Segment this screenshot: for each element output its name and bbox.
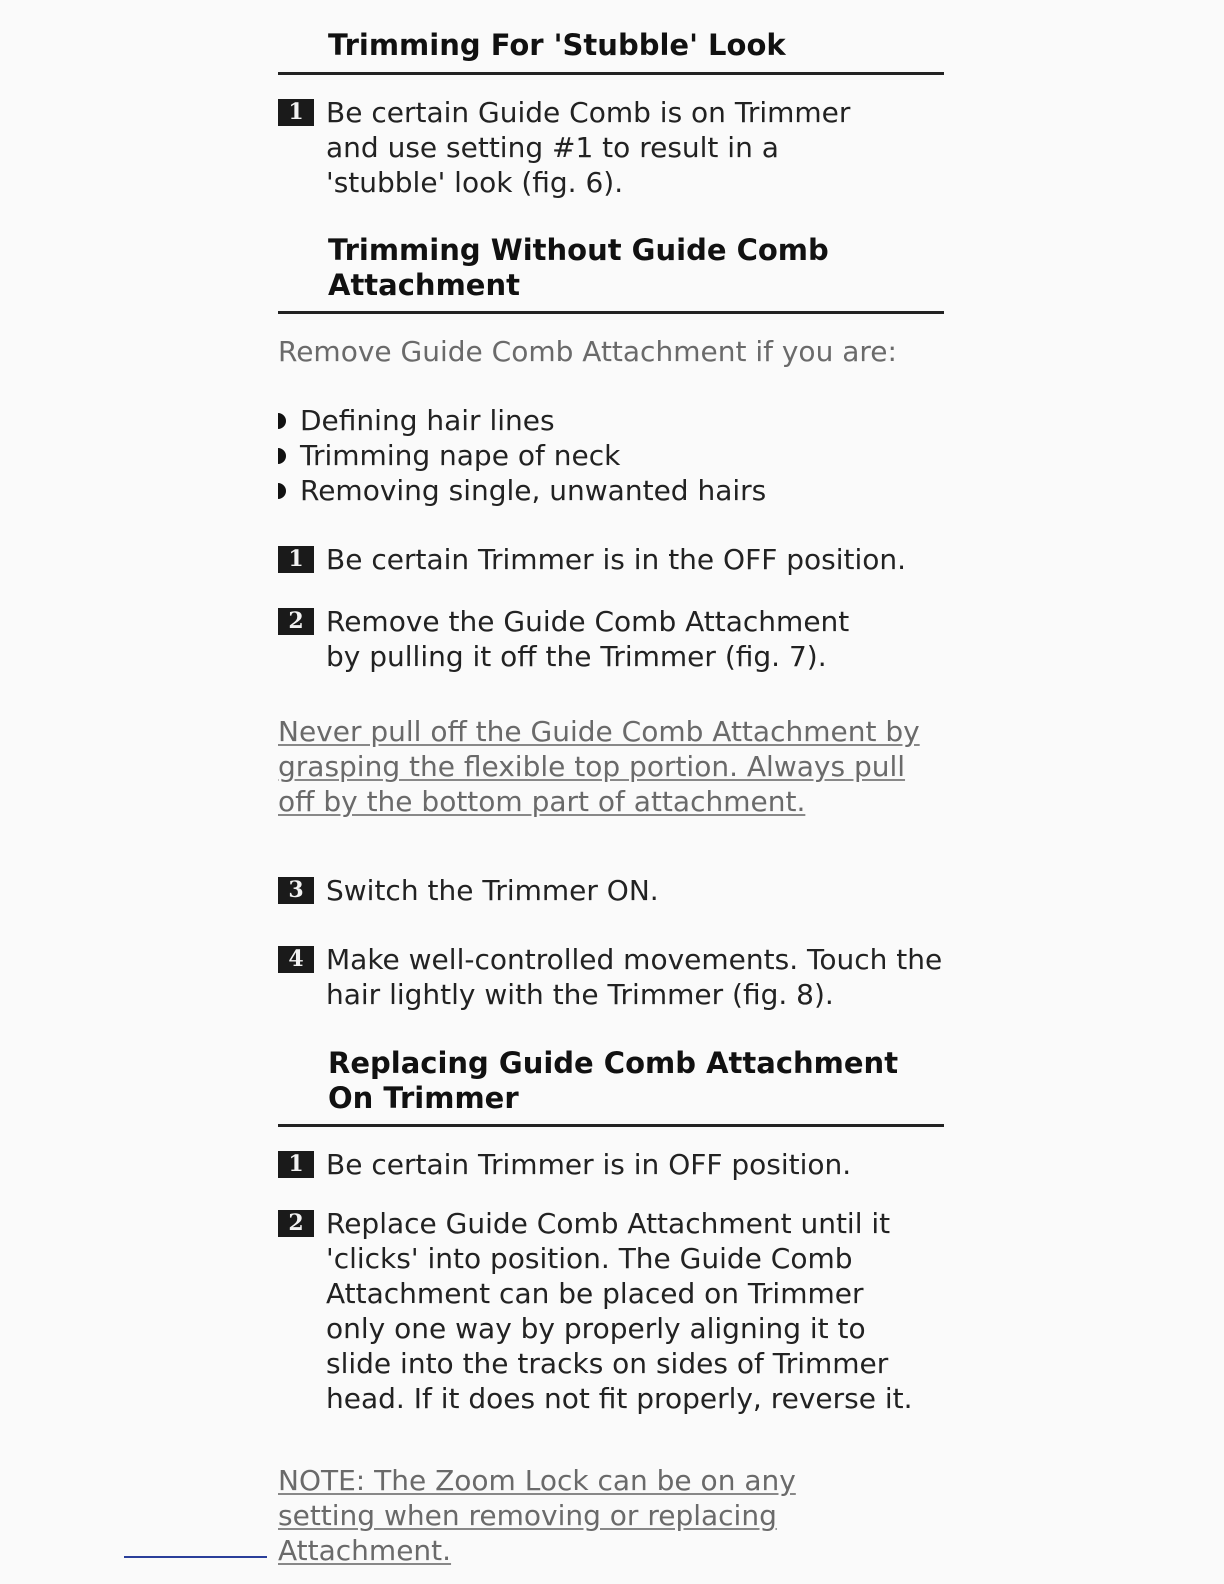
- step-number: 1: [278, 99, 314, 126]
- warning-text: Never pull off the Guide Comb Attachment by grasping the flexible top portion. Always pull off by the bottom part of attachment.: [278, 715, 920, 818]
- note-text: NOTE: The Zoom Lock can be on any setting when removing or replacing Attachment.: [278, 1464, 796, 1567]
- step-number: 2: [278, 1210, 314, 1237]
- step-item: [278, 95, 898, 200]
- footer-link-line: [124, 1556, 267, 1558]
- section-heading-without-comb: Trimming Without Guide Comb Attachment: [328, 233, 829, 302]
- step-number: 1: [278, 546, 314, 573]
- intro-text: Remove Guide Comb Attachment if you are:: [278, 335, 897, 368]
- step-text: Make well-controlled movements. Touch the hair lightly with the Trimmer (fig. 8).: [326, 943, 943, 1011]
- section-rule: [278, 1124, 944, 1127]
- bullet-list: [278, 403, 944, 508]
- step-item: [278, 1206, 918, 1416]
- bullet-text: Removing single, unwanted hairs: [300, 474, 767, 507]
- bullet-icon: [278, 483, 286, 499]
- step-text: Remove the Guide Comb Attachment by pulling it off the Trimmer (fig. 7).: [326, 605, 850, 673]
- step-number: 2: [278, 608, 314, 635]
- section-heading-stubble: Trimming For 'Stubble' Look: [328, 28, 786, 62]
- step-text: Be certain Trimmer is in the OFF position.: [326, 543, 907, 576]
- bullet-text: Defining hair lines: [300, 404, 555, 437]
- bullet-icon: [278, 413, 286, 429]
- step-text: Replace Guide Comb Attachment until it 'clicks' into position. The Guide Comb Attachment can be placed on Trimmer only one way by properly aligning it to slide into the tracks on sides of Trimmer head. If it does not fit properly, reverse it.: [326, 1207, 913, 1415]
- list-item: [278, 438, 944, 473]
- step-number: 3: [278, 877, 314, 904]
- list-item: [278, 473, 944, 508]
- step-item: [278, 942, 944, 1012]
- step-text: Be certain Trimmer is in OFF position.: [326, 1148, 852, 1181]
- bullet-icon: [278, 448, 286, 464]
- list-item: [278, 403, 944, 438]
- section-heading-replacing: Replacing Guide Comb Attachment On Trimmer: [328, 1046, 899, 1115]
- step-item: [278, 542, 944, 577]
- bullet-text: Trimming nape of neck: [300, 439, 621, 472]
- step-text: Switch the Trimmer ON.: [326, 874, 659, 907]
- step-item: [278, 1147, 944, 1182]
- step-item: [278, 873, 944, 908]
- section-rule: [278, 311, 944, 314]
- step-number: 4: [278, 946, 314, 973]
- step-item: [278, 604, 888, 674]
- step-text: Be certain Guide Comb is on Trimmer and use setting #1 to result in a 'stubble' look (fig. 6).: [326, 96, 851, 199]
- step-number: 1: [278, 1151, 314, 1178]
- section-rule: [278, 72, 944, 75]
